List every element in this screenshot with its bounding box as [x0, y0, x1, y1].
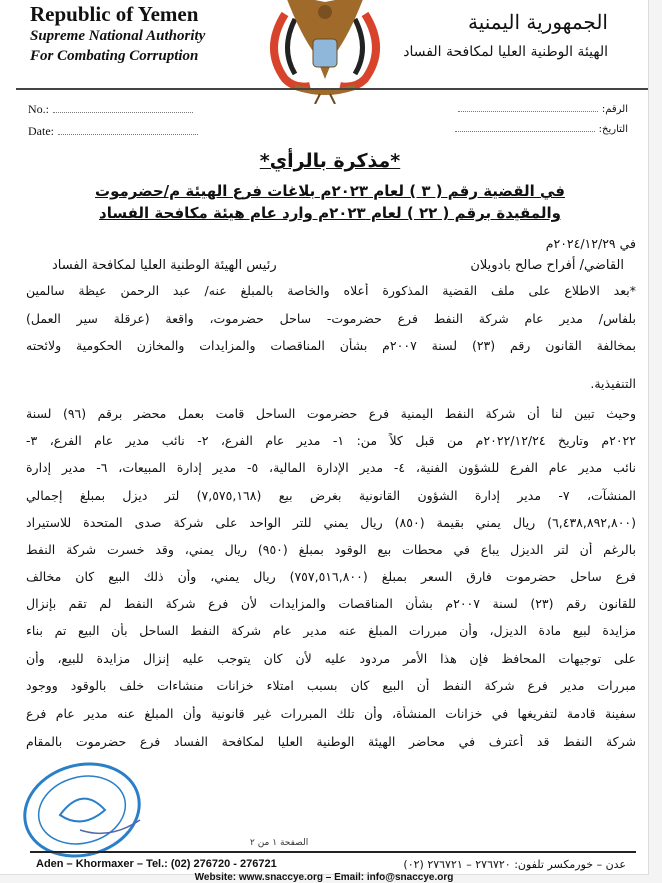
number-field-ar [458, 104, 628, 115]
body-line: المنشآت، ٧- مدير إدارة الشؤون القانونية بغرض بيع (٧,٥٧٥,١٦٨) لتر ديزل بمبلغ إجمالي [26, 488, 636, 503]
addressee [12, 258, 624, 273]
body-line: مبررات مدير فرع شركة النفط أن البيع كان بسبب امتلاء خزانات منشاءات خلف بالوقود ووجود [26, 678, 636, 693]
date-field [28, 124, 198, 139]
official-seal-icon [20, 760, 145, 860]
memo-title: *مذكرة بالرأي* [259, 150, 401, 172]
judge-name: القاضي/ أفراح صالح بادويلان [470, 258, 624, 273]
number-label-ar: الرقم: [601, 104, 628, 115]
body-line: بلفاس/ مدير عام شركة النفط فرع حضرموت- ساحل حضرموت، واقعة (عرقلة سير العمل) [26, 311, 636, 326]
date-label-ar: التاريخ: [598, 124, 628, 135]
header-divider [16, 88, 648, 90]
body-line: للقانون رقم (٢٣) لسنة ٢٠٠٧م بشأن المناقصات والمزايدات لأن فرع شركة النفط لم تقم بإنزال [26, 596, 636, 611]
footer-website: Website: www.snaccye.org – Email: info@snaccye.org [194, 872, 454, 883]
body-line: بالرغم أن لتر الديزل يباع في محطات بيع الوقود بمبلغ (٩٥٠) ريال يمني، وقد خسرت شركة النفط [26, 542, 636, 557]
body-line: نائب مدير عام الفرع للشؤون الفنية، ٤- مدير الإدارة المالية، ٥- مدير إدارة المبيعات، ٦- مدير إدارة [26, 460, 636, 475]
footer-address-en: Aden – Khormaxer – Tel.: (02) 276720 - 276721 [36, 858, 277, 870]
footer-divider [30, 851, 636, 853]
number-field [28, 102, 193, 117]
number-label: No.: [28, 102, 49, 116]
memo-subtitle-2: والمقيدة برقم ( ٢٢ ) لعام ٢٠٢٣م وارد عام هيئة مكافحة الفساد [99, 204, 561, 222]
header-ar-authority: الهيئة الوطنية العليا لمكافحة الفساد [403, 44, 608, 60]
body-line: شركة النفط قد أعترف في محاضر الهيئة الوطنية العليا لمكافحة الفساد فرع حضرموت بالمقام [26, 734, 636, 749]
header-en-authority: Supreme National Authority [30, 28, 206, 44]
footer-address-ar: عدن – خورمكسر تلفون: ٢٧٦٧٢٠ – ٢٧٦٧٢١ (٠٢) [403, 858, 626, 871]
body-line: وحيث تبين لنا أن شركة النفط اليمنية فرع حضرموت الساحل قامت بعمل محضر برقم (٩٦) لسنة [26, 406, 636, 421]
body-line: (٦,٤٣٨,٨٩٢,٨٠٠) ريال يمني بقيمة (٨٥٠) ريال يمني للتر الواحد على شركة صدى المتحدة للاستيراد [26, 515, 636, 530]
page-number: الصفحة ١ من ٢ [250, 838, 309, 848]
body-line: على توجيهات المحافظ فإن هذا الأمر مردود عليه لأن كان يتوجب عليه إنزال مزايدة للبيع، وأن [26, 651, 636, 666]
body-line: *بعد الاطلاع على ملف القضية المذكورة أعلاه والخاصة بالمبلغ عنه/ عبد الرحمن عيظة سالمين [26, 283, 636, 298]
judge-role: رئيس الهيئة الوطنية العليا لمكافحة الفساد [52, 258, 277, 273]
memo-date: في ٢٠٢٤/١٢/٢٩م [545, 236, 636, 251]
body-line: التنفيذية. [590, 376, 636, 391]
body-line: ٢٠٢٢م وتاريخ ٢٠٢٢/١٢/٢٤م من قبل كلاً من: ١- مدير عام الفرع، ٢- نائب مدير عام الفرع، ٣- [26, 433, 636, 448]
header-en-title: Republic of Yemen [30, 2, 199, 26]
header-ar-title: الجمهورية اليمنية [467, 10, 608, 34]
date-field-ar [455, 124, 628, 135]
date-label: Date: [28, 124, 54, 138]
body-line: مزايدة لبيع مادة الديزل، وأن مبررات المبلغ عنه مدير عام شركة النفط الساحل بأن البيع تم بناء [26, 623, 636, 638]
body-line: بمخالفة القانون رقم (٢٣) لسنة ٢٠٠٧م بشأن المناقصات والمزايدات والمخازن الحكومية ولائحته [26, 338, 636, 353]
body-line: سفينة قادمة لتفريغها في خزانات المنشأة، وأن تلك المبررات غير قانونية وأن المبلغ عنه مدير عام فرع [26, 706, 636, 721]
header-en-authority-2: For Combating Corruption [30, 48, 199, 64]
body-line: فرع ساحل حضرموت فارق السعر بمبلغ (٧٥٧,٥١٦,٨٠٠) ريال يمني، وأن ذلك البيع كان مخالف [26, 569, 636, 584]
memo-subtitle-1: في القضية رقم ( ٣ ) لعام ٢٠٢٣م بلاغات فرع الهيئة م/حضرموت [95, 182, 565, 200]
